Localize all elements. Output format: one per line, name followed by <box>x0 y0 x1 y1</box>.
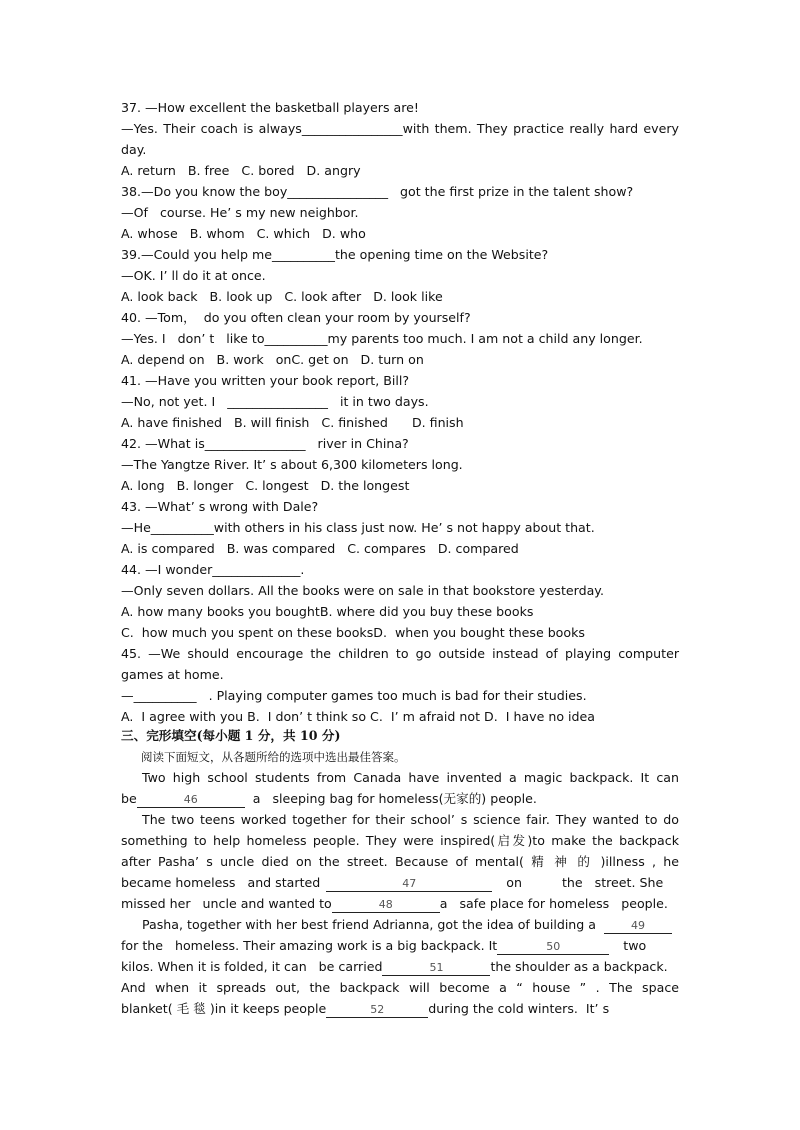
question-line: —Of course. He’ s my new neighbor. <box>121 205 359 220</box>
question-line: 42. —What is________________ river in China? <box>121 436 409 451</box>
passage-text: kilos. When it is folded, it can be carried <box>121 959 383 974</box>
passage-text: on the street. She <box>506 875 664 890</box>
passage-text: the shoulder as a backpack. <box>490 959 668 974</box>
passage-text: Pasha, together with her best friend Adrianna, got the idea of building a <box>142 917 597 932</box>
question-line: 44. —I wonder______________. <box>121 562 305 577</box>
question-line: —Yes. I don’ t like to__________my parents too much. I am not a child any longer. <box>121 331 643 346</box>
blank-51[interactable]: 51 <box>382 961 490 976</box>
passage-text: a sleeping bag for homeless(无家的) people. <box>244 791 537 806</box>
passage-line: something to help homeless people. They were inspired(启发)to make the backpack <box>121 833 679 848</box>
instruction-text: 阅读下面短文，从各题所给的选项中选出最佳答案。 <box>141 750 406 764</box>
question-line: 40. —Tom， do you often clean your room by yourself? <box>121 310 471 325</box>
question-line: 37. —How excellent the basketball players are! <box>121 100 419 115</box>
question-line: A. I agree with you B. I don’ t think so C. I’ m afraid not D. I have no idea <box>121 709 595 724</box>
passage-line <box>121 894 679 914</box>
blank-47[interactable]: 47 <box>326 877 492 892</box>
passage-text: a safe place for homeless people. <box>439 896 668 911</box>
question-line: 38.—Do you know the boy________________ got the first prize in the talent show? <box>121 184 634 199</box>
blank-46[interactable]: 46 <box>137 793 245 808</box>
question-line: 45. —We should encourage the children to go outside instead of playing computer <box>121 646 679 661</box>
passage-text: for the homeless. Their amazing work is a big backpack. It <box>121 938 498 953</box>
passage-line: after Pasha’ s uncle died on the street. Because of mental( 精 神 的 )illness , he <box>121 854 679 869</box>
question-line: 41. —Have you written your book report, Bill? <box>121 373 410 388</box>
question-line: C. how much you spent on these booksD. when you bought these books <box>121 625 585 640</box>
blank-48[interactable]: 48 <box>332 898 440 913</box>
passage-line: Two high school students from Canada have invented a magic backpack. It can <box>142 770 679 785</box>
question-line: —OK. I’ ll do it at once. <box>121 268 266 283</box>
question-line: A. is compared B. was compared C. compares D. compared <box>121 541 519 556</box>
question-line: A. look back B. look up C. look after D. look like <box>121 289 443 304</box>
question-line: A. long B. longer C. longest D. the longest <box>121 478 410 493</box>
passage-text: during the cold winters. It’ s <box>428 1001 610 1016</box>
question-line: A. whose B. whom C. which D. who <box>121 226 366 241</box>
question-line: —Only seven dollars. All the books were on sale in that bookstore yesterday. <box>121 583 604 598</box>
question-line: games at home. <box>121 667 224 682</box>
passage-text: be <box>121 791 137 806</box>
question-line: —Yes. Their coach is always________________with them. They practice really hard every <box>121 121 679 136</box>
passage-text: blanket( 毛 毯 )in it keeps people <box>121 1001 327 1016</box>
question-line: A. return B. free C. bored D. angry <box>121 163 361 178</box>
section-title: 三、完形填空(每小题 1 分，共 10 分) <box>121 728 341 743</box>
passage-line <box>121 936 679 956</box>
question-line: A. depend on B. work onC. get on D. turn on <box>121 352 424 367</box>
passage-line <box>121 957 679 977</box>
question-line: —The Yangtze River. It’ s about 6,300 kilometers long. <box>121 457 463 472</box>
passage-line: And when it spreads out, the backpack will become a “ house ” . The space <box>121 980 679 995</box>
blank-50[interactable]: 50 <box>497 940 609 955</box>
passage-text: became homeless and started <box>121 875 321 890</box>
passage-text: missed her uncle and wanted to <box>121 896 332 911</box>
question-line: —No, not yet. I ________________ it in two days. <box>121 394 429 409</box>
question-line: A. have finished B. will finish C. finished D. finish <box>121 415 464 430</box>
passage-line <box>142 915 700 935</box>
question-line: 39.—Could you help me__________the opening time on the Website? <box>121 247 549 262</box>
passage-text: two <box>623 938 647 953</box>
passage-line <box>121 789 679 809</box>
question-line: 43. —What’ s wrong with Dale? <box>121 499 319 514</box>
question-line: —__________ . Playing computer games too much is bad for their studies. <box>121 688 587 703</box>
question-line: —He__________with others in his class just now. He’ s not happy about that. <box>121 520 595 535</box>
question-line: A. how many books you boughtB. where did you buy these books <box>121 604 534 619</box>
blank-52[interactable]: 52 <box>326 1003 428 1018</box>
passage-line <box>121 873 679 893</box>
question-line: day. <box>121 142 147 157</box>
passage-line <box>121 999 679 1019</box>
blank-49[interactable]: 49 <box>604 919 672 934</box>
passage-line: The two teens worked together for their school’ s science fair. They wanted to do <box>142 812 679 827</box>
